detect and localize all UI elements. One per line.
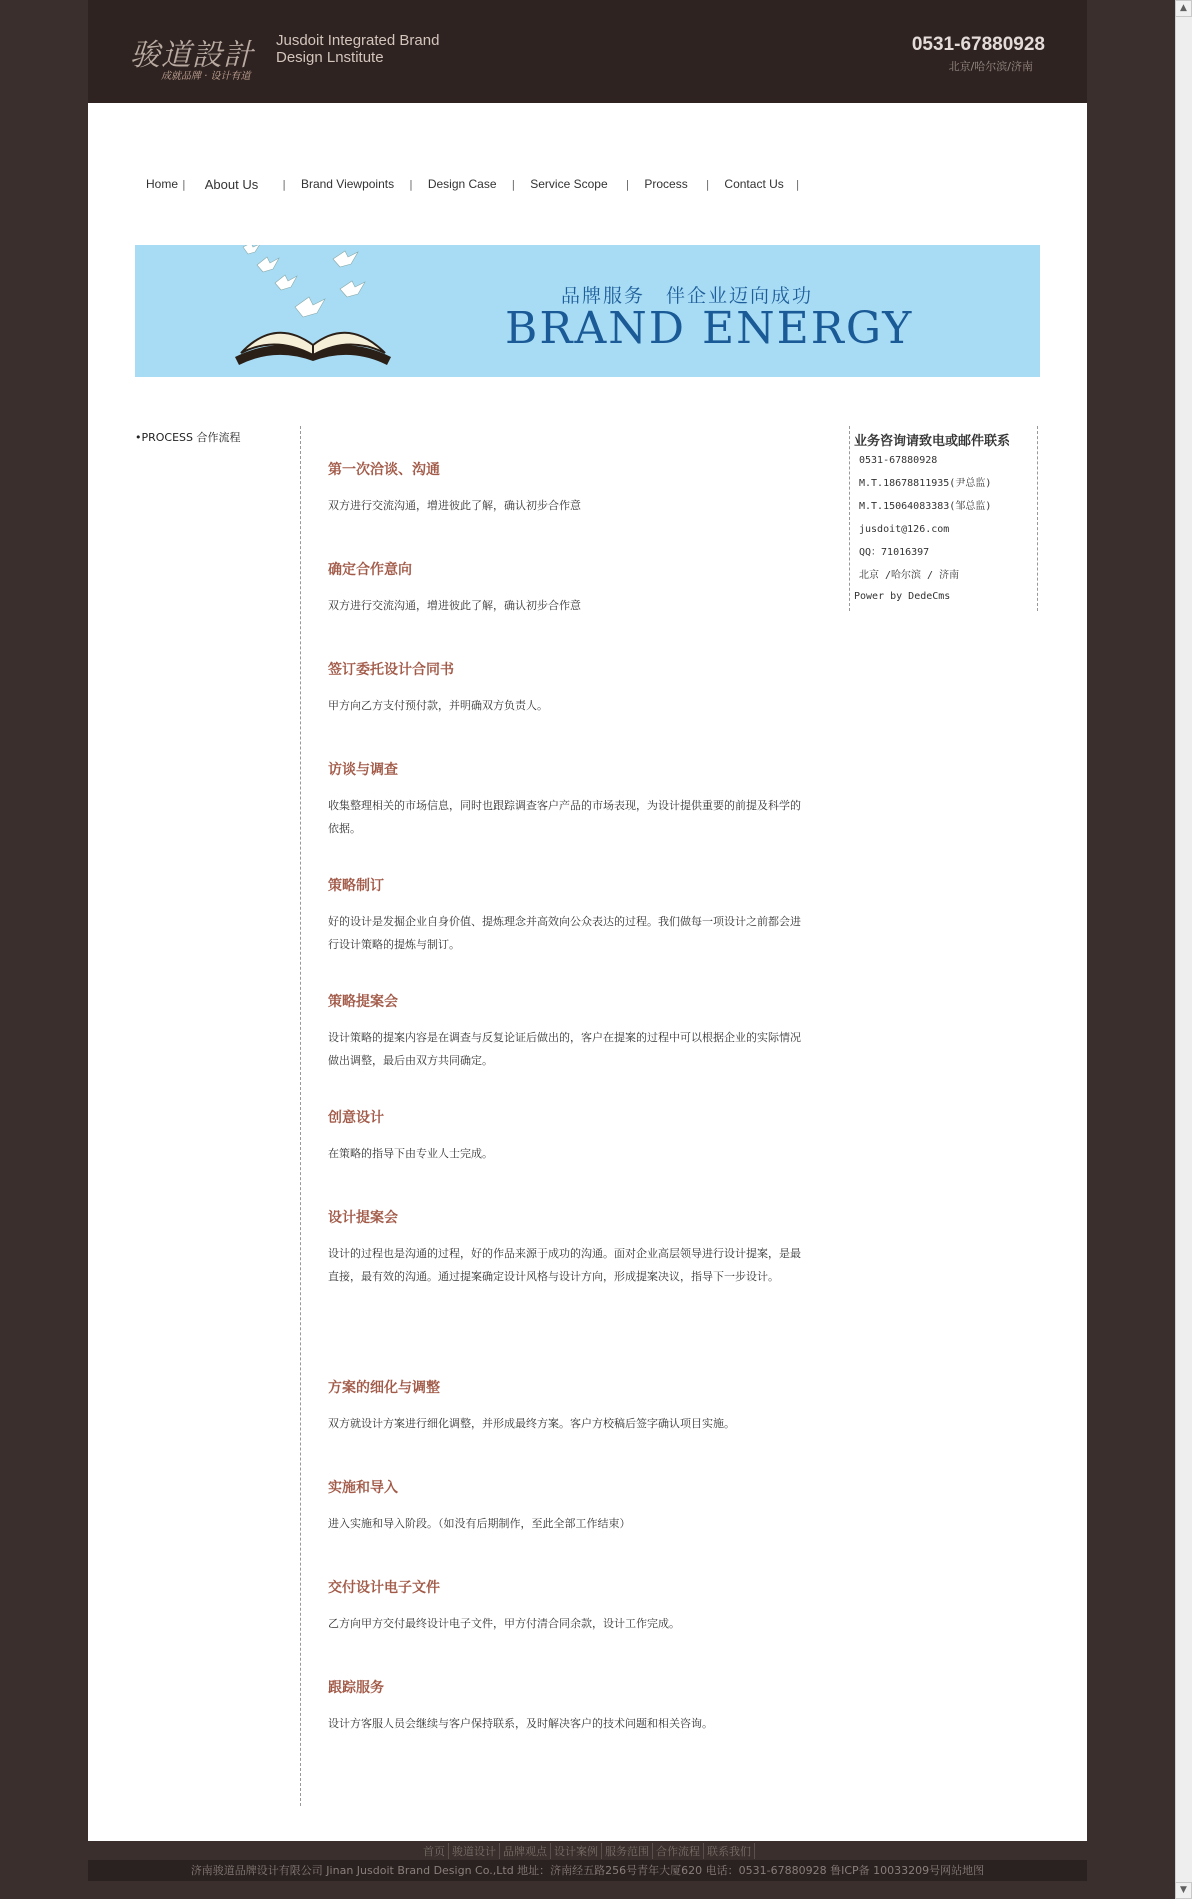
contact-qq: QQ：71016397 bbox=[859, 547, 930, 558]
footer-nav bbox=[88, 1841, 1087, 1860]
step-item bbox=[328, 659, 806, 759]
step-title: 策略提案会 bbox=[328, 994, 398, 1010]
step-item bbox=[328, 875, 806, 991]
header-cities: 北京/哈尔滨/济南 bbox=[948, 60, 1033, 73]
contact-title: 业务咨询请致电或邮件联系 bbox=[854, 434, 1011, 449]
nav-process[interactable]: Process bbox=[644, 177, 688, 191]
nav-brand-viewpoints[interactable]: Brand Viewpoints bbox=[300, 177, 395, 191]
footer-info: 济南骏道品牌设计有限公司 Jinan Jusdoit Brand Design Co.,Ltd 地址：济南经五路256号青年大厦620 电话：0531-67880928 鲁ICP备 10033209号网站地图 bbox=[88, 1860, 1087, 1881]
step-desc: 乙方向甲方交付最终设计电子文件，甲方付清合同余款，设计工作完成。 bbox=[328, 1617, 680, 1630]
hero-banner bbox=[135, 245, 1040, 377]
logo[interactable]: 骏道設計 bbox=[130, 38, 254, 73]
nav-separator: | bbox=[409, 177, 413, 191]
step-title: 创意设计 bbox=[328, 1110, 384, 1126]
header-phone: 0531-67880928 bbox=[911, 34, 1045, 55]
contact-box bbox=[849, 426, 1038, 611]
step-desc: 收集整理相关的市场信息，同时也跟踪调查客户产品的市场表现，为设计提供重要的前提及科学的依据。 bbox=[328, 799, 801, 835]
logo-english-name: Jusdoit Integrated Brand Design Lnstitute bbox=[276, 32, 440, 66]
step-item bbox=[328, 1577, 806, 1677]
nav-separator: | bbox=[282, 177, 286, 191]
footer-link-contact[interactable]: 联系我们 bbox=[704, 1843, 755, 1859]
book-and-doves-icon bbox=[225, 245, 405, 377]
scroll-up-icon[interactable]: ▲ bbox=[1175, 0, 1192, 17]
main-panel bbox=[88, 103, 1087, 1841]
logo-slogan: 成就品牌 · 设计有道 bbox=[161, 71, 251, 82]
step-item bbox=[328, 459, 806, 559]
nav-contact-us[interactable]: Contact Us bbox=[724, 177, 784, 191]
step-desc: 双方进行交流沟通，增进彼此了解，确认初步合作意 bbox=[328, 499, 581, 512]
step-title: 确定合作意向 bbox=[328, 562, 412, 578]
step-desc: 好的设计是发掘企业自身价值、提炼理念并高效向公众表达的过程。我们做每一项设计之前都会进行设计策略的提炼与制订。 bbox=[328, 915, 801, 951]
nav-service-scope[interactable]: Service Scope bbox=[530, 177, 608, 191]
footer-link-cases[interactable]: 设计案例 bbox=[551, 1843, 602, 1859]
banner-headline-cn: 品牌服务 伴企业迈向成功 bbox=[561, 285, 814, 307]
step-title: 方案的细化与调整 bbox=[328, 1380, 440, 1396]
step-item bbox=[328, 1377, 806, 1477]
vertical-scrollbar[interactable] bbox=[1175, 0, 1192, 1899]
contact-email[interactable]: jusdoit@126.com bbox=[859, 524, 950, 535]
footer-link-about[interactable]: 骏道设计 bbox=[449, 1843, 500, 1859]
step-desc: 设计策略的提案内容是在调查与反复论证后做出的，客户在提案的过程中可以根据企业的实际情况做出调整，最后由双方共同确定。 bbox=[328, 1031, 801, 1067]
step-title: 策略制订 bbox=[328, 878, 384, 894]
step-desc: 设计的过程也是沟通的过程，好的作品来源于成功的沟通。面对企业高层领导进行设计提案，是最直接，最有效的沟通。通过提案确定设计风格与设计方向，形成提案决议，指导下一步设计。 bbox=[328, 1247, 801, 1283]
content-divider bbox=[300, 426, 301, 1806]
contact-mobile-1: M.T.18678811935(尹总监) bbox=[859, 478, 992, 489]
nav-separator: | bbox=[705, 177, 710, 191]
nav-separator: | bbox=[795, 177, 800, 191]
step-title: 访谈与调查 bbox=[328, 762, 398, 778]
step-desc: 双方进行交流沟通，增进彼此了解，确认初步合作意 bbox=[328, 599, 581, 612]
page-wrapper bbox=[88, 0, 1087, 1881]
contact-cities: 北京 /哈尔滨 / 济南 bbox=[859, 570, 960, 581]
nav-home[interactable]: Home bbox=[146, 177, 179, 191]
footer-link-services[interactable]: 服务范围 bbox=[602, 1843, 653, 1859]
step-desc: 进入实施和导入阶段。（如没有后期制作，至此全部工作结束） bbox=[328, 1517, 631, 1530]
step-item bbox=[328, 559, 806, 659]
nav-design-case[interactable]: Design Case bbox=[427, 177, 497, 191]
footer-link-viewpoints[interactable]: 品牌观点 bbox=[500, 1843, 551, 1859]
step-desc: 双方就设计方案进行细化调整，并形成最终方案。客户方校稿后签字确认项目实施。 bbox=[328, 1417, 735, 1430]
powered-by: Power by DedeCms bbox=[854, 591, 951, 602]
step-title: 签订委托设计合同书 bbox=[328, 662, 454, 678]
footer-link-process[interactable]: 合作流程 bbox=[653, 1843, 704, 1859]
step-item bbox=[328, 1677, 806, 1777]
step-item bbox=[328, 759, 806, 875]
scroll-down-icon[interactable]: ▼ bbox=[1175, 1882, 1192, 1899]
step-item bbox=[328, 1107, 806, 1207]
step-title: 设计提案会 bbox=[328, 1210, 398, 1226]
footer-link-home[interactable]: 首页 bbox=[420, 1843, 449, 1859]
site-header bbox=[88, 0, 1087, 103]
banner-headline-en: BRAND ENERGY bbox=[505, 303, 914, 354]
step-item bbox=[328, 1477, 806, 1577]
nav-separator: | bbox=[511, 177, 516, 191]
step-desc: 甲方向乙方支付预付款，并明确双方负责人。 bbox=[328, 699, 548, 712]
contact-mobile-2: M.T.15064083383(邹总监) bbox=[859, 501, 992, 512]
step-title: 交付设计电子文件 bbox=[328, 1580, 440, 1596]
step-item bbox=[328, 1207, 806, 1377]
step-item bbox=[328, 991, 806, 1107]
step-title: 第一次洽谈、沟通 bbox=[328, 462, 440, 478]
nav-about-us[interactable]: About Us bbox=[204, 176, 259, 192]
contact-phone: 0531-67880928 bbox=[859, 455, 938, 466]
step-desc: 设计方客服人员会继续与客户保持联系，及时解决客户的技术问题和相关咨询。 bbox=[328, 1717, 713, 1730]
main-nav bbox=[146, 174, 815, 194]
step-desc: 在策略的指导下由专业人士完成。 bbox=[328, 1147, 493, 1160]
step-title: 实施和导入 bbox=[328, 1480, 398, 1496]
nav-separator: | bbox=[625, 177, 630, 191]
nav-separator: | bbox=[182, 177, 186, 191]
sidebar-process-title[interactable]: •PROCESS 合作流程 bbox=[135, 431, 241, 444]
step-title: 跟踪服务 bbox=[328, 1680, 384, 1696]
process-steps bbox=[328, 459, 806, 1777]
